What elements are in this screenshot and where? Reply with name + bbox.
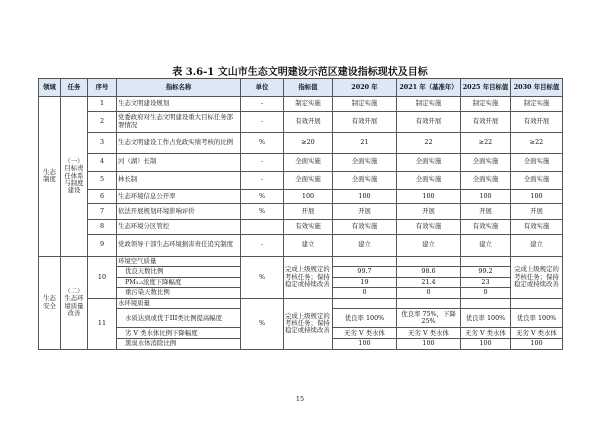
row-2025: 优良率 100% bbox=[461, 309, 511, 328]
row-2021: 有效实施 bbox=[397, 220, 461, 235]
row-2021: 有效开展 bbox=[397, 111, 461, 132]
row-no: 11 bbox=[88, 298, 117, 349]
row-unit: % bbox=[241, 256, 284, 298]
row-2020: 有效实施 bbox=[333, 220, 397, 235]
row-unit: - bbox=[241, 171, 284, 189]
row-unit: % bbox=[241, 132, 284, 153]
row-name: 林长制 bbox=[117, 171, 241, 189]
row-2021: 100 bbox=[397, 339, 461, 350]
row-unit: - bbox=[241, 234, 284, 256]
row-2030: 全面实施 bbox=[511, 153, 563, 171]
group-label: 环境空气质量 bbox=[117, 256, 241, 267]
row-2021: 全面实施 bbox=[397, 153, 461, 171]
row-value: 开展 bbox=[284, 204, 333, 220]
row-value: ≥20 bbox=[284, 132, 333, 153]
row-no: 9 bbox=[88, 234, 117, 256]
header-name: 指标名称 bbox=[117, 79, 241, 97]
row-2021: 开展 bbox=[397, 204, 461, 220]
task-cell: （一）目标责任体系与制度建设 bbox=[61, 97, 88, 257]
header-domain: 领域 bbox=[39, 79, 61, 97]
row-2021: 无劣 V 类水体 bbox=[397, 328, 461, 339]
header-2021: 2021 年（基准年） bbox=[397, 79, 461, 97]
row-value: 完成上级规定的考核任务；保持稳定或持续改善 bbox=[284, 298, 333, 349]
row-2030: 无劣 V 类水体 bbox=[511, 328, 563, 339]
table-row bbox=[39, 256, 563, 267]
domain-cell: 生态安全 bbox=[39, 256, 61, 349]
row-unit: - bbox=[241, 153, 284, 171]
row-2030: 开展 bbox=[511, 204, 563, 220]
row-2020: 21 bbox=[333, 132, 397, 153]
row-no: 6 bbox=[88, 189, 117, 204]
row-unit bbox=[241, 220, 284, 235]
row-2020: 制定实施 bbox=[333, 97, 397, 112]
row-2030: 有效实施 bbox=[511, 220, 563, 235]
row-2030: 全面实施 bbox=[511, 171, 563, 189]
row-2021 bbox=[397, 256, 461, 267]
header-2025: 2025 年目标值 bbox=[461, 79, 511, 97]
row-value: 全面实施 bbox=[284, 171, 333, 189]
row-2021: 22 bbox=[397, 132, 461, 153]
task-cell: （二）生态环境质量改善 bbox=[61, 256, 88, 349]
row-2021: 98.6 bbox=[397, 267, 461, 278]
row-2025: 制定实施 bbox=[461, 97, 511, 112]
row-no: 4 bbox=[88, 153, 117, 171]
row-2025: 23 bbox=[461, 277, 511, 288]
row-unit: % bbox=[241, 189, 284, 204]
indicator-table bbox=[38, 78, 563, 350]
sub-name: 水质达到或优于III类比例提高幅度 bbox=[117, 309, 241, 328]
row-2025: 有效开展 bbox=[461, 111, 511, 132]
row-unit: - bbox=[241, 111, 284, 132]
row-value: 建立 bbox=[284, 234, 333, 256]
row-2020: 有效开展 bbox=[333, 111, 397, 132]
row-value: 100 bbox=[284, 189, 333, 204]
row-2020 bbox=[333, 298, 397, 309]
table-row bbox=[39, 234, 563, 256]
row-2025 bbox=[461, 256, 511, 267]
row-2030: 完成上级规定的考核任务；保持稳定或持续改善 bbox=[511, 256, 563, 298]
header-no: 序号 bbox=[88, 79, 117, 97]
row-no: 10 bbox=[88, 256, 117, 298]
row-no: 1 bbox=[88, 97, 117, 112]
header-2030: 2030 年目标值 bbox=[511, 79, 563, 97]
row-2021: 全面实施 bbox=[397, 171, 461, 189]
row-2030: 100 bbox=[511, 339, 563, 350]
row-name: 生态文明建设规划 bbox=[117, 97, 241, 112]
row-2025: 99.2 bbox=[461, 267, 511, 278]
row-name: 生态环境信息公开率 bbox=[117, 189, 241, 204]
row-2025: 开展 bbox=[461, 204, 511, 220]
row-unit: % bbox=[241, 204, 284, 220]
row-no: 2 bbox=[88, 111, 117, 132]
header-unit: 单位 bbox=[241, 79, 284, 97]
table-row bbox=[39, 171, 563, 189]
header-2020: 2020 年 bbox=[333, 79, 397, 97]
row-2020: 99.7 bbox=[333, 267, 397, 278]
table-row bbox=[39, 220, 563, 235]
row-2020: 无劣 V 类水体 bbox=[333, 328, 397, 339]
sub-name: 优良天数比例 bbox=[117, 267, 241, 278]
row-2030: ≥22 bbox=[511, 132, 563, 153]
row-no: 5 bbox=[88, 171, 117, 189]
row-2020: 全面实施 bbox=[333, 153, 397, 171]
row-2020: 全面实施 bbox=[333, 171, 397, 189]
row-value: 有效实施 bbox=[284, 220, 333, 235]
table-row bbox=[39, 111, 563, 132]
row-2021: 0 bbox=[397, 288, 461, 299]
row-2025: 建立 bbox=[461, 234, 511, 256]
row-value: 制定实施 bbox=[284, 97, 333, 112]
row-name: 依法开展规划环境影响评价 bbox=[117, 204, 241, 220]
row-2030: 制定实施 bbox=[511, 97, 563, 112]
row-2025: 0 bbox=[461, 288, 511, 299]
row-2020: 建立 bbox=[333, 234, 397, 256]
row-2020: 开展 bbox=[333, 204, 397, 220]
row-no: 8 bbox=[88, 220, 117, 235]
row-unit: % bbox=[241, 298, 284, 349]
row-2025: 全面实施 bbox=[461, 171, 511, 189]
row-value: 有效开展 bbox=[284, 111, 333, 132]
table-row bbox=[39, 204, 563, 220]
row-2020: 0 bbox=[333, 288, 397, 299]
row-2030: 建立 bbox=[511, 234, 563, 256]
row-2020 bbox=[333, 256, 397, 267]
sub-name: 黑臭水体消除比例 bbox=[117, 339, 241, 350]
row-value: 全面实施 bbox=[284, 153, 333, 171]
row-name: 河（湖）长制 bbox=[117, 153, 241, 171]
row-2021: 优良率 75%，下降 25% bbox=[397, 309, 461, 328]
row-2020: 100 bbox=[333, 189, 397, 204]
row-2030: 100 bbox=[511, 189, 563, 204]
table-row bbox=[39, 189, 563, 204]
row-2020: 优良率 100% bbox=[333, 309, 397, 328]
row-2021: 21.4 bbox=[397, 277, 461, 288]
row-2020: 19 bbox=[333, 277, 397, 288]
row-2030: 有效开展 bbox=[511, 111, 563, 132]
row-2025 bbox=[461, 298, 511, 309]
row-2025: 100 bbox=[461, 189, 511, 204]
header-value: 指标值 bbox=[284, 79, 333, 97]
row-2020: 100 bbox=[333, 339, 397, 350]
table-row bbox=[39, 298, 563, 309]
row-2021: 100 bbox=[397, 189, 461, 204]
sub-name: PM₂.₅浓度下降幅度 bbox=[117, 277, 241, 288]
row-name: 生态环境分区管控 bbox=[117, 220, 241, 235]
group-label: 水环境质量 bbox=[117, 298, 241, 309]
row-2030 bbox=[511, 298, 563, 309]
row-name: 党委政府对生态文明建设重大目标任务部署情况 bbox=[117, 111, 241, 132]
row-2025: ≥22 bbox=[461, 132, 511, 153]
row-2025: 全面实施 bbox=[461, 153, 511, 171]
table-row bbox=[39, 97, 563, 112]
row-unit: - bbox=[241, 97, 284, 112]
sub-name: 劣 V 类水体比例下降幅度 bbox=[117, 328, 241, 339]
row-2021: 建立 bbox=[397, 234, 461, 256]
header-task: 任务 bbox=[61, 79, 88, 97]
row-value: 完成上级规定的考核任务；保持稳定或持续改善 bbox=[284, 256, 333, 298]
row-2025: 100 bbox=[461, 339, 511, 350]
row-name: 党政领导干部生态环境损害责任追究制度 bbox=[117, 234, 241, 256]
table-row bbox=[39, 153, 563, 171]
table-title: 表 3.6-1 文山市生态文明建设示范区建设指标现状及目标 bbox=[172, 67, 428, 78]
table-row bbox=[39, 132, 563, 153]
row-name: 生态文明建设工作占党政实绩考核的比例 bbox=[117, 132, 241, 153]
header-row bbox=[39, 79, 563, 97]
domain-cell: 生态制度 bbox=[39, 97, 61, 257]
sub-name: 重污染天数比例 bbox=[117, 288, 241, 299]
row-2025: 无劣 V 类水体 bbox=[461, 328, 511, 339]
row-2021 bbox=[397, 298, 461, 309]
row-2021: 制定实施 bbox=[397, 97, 461, 112]
row-no: 3 bbox=[88, 132, 117, 153]
page-number: 15 bbox=[295, 395, 305, 403]
row-2030: 优良率 100% bbox=[511, 309, 563, 328]
row-no: 7 bbox=[88, 204, 117, 220]
row-2025: 有效实施 bbox=[461, 220, 511, 235]
